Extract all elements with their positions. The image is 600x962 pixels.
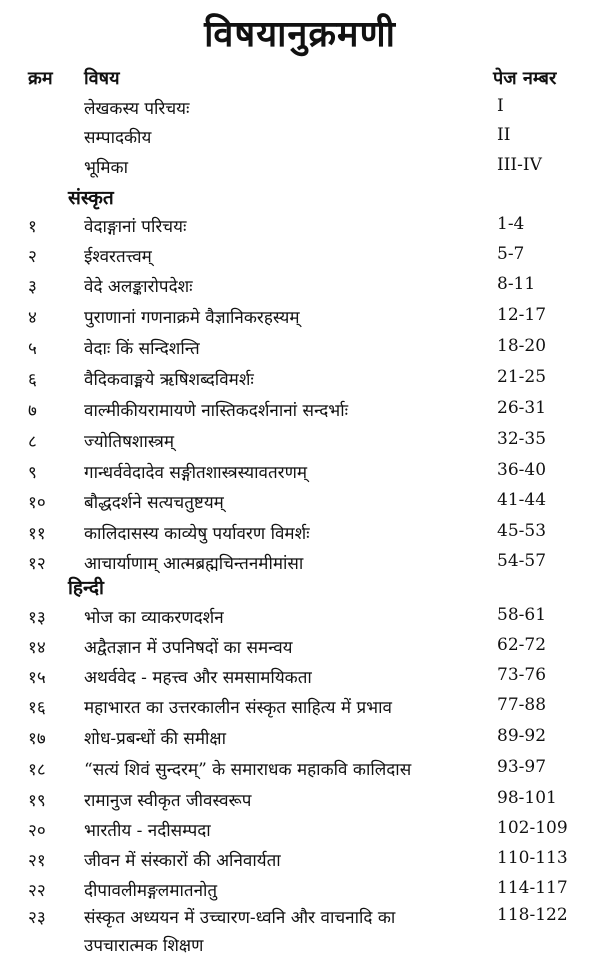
entry-subject-continued: उपचारात्मक शिक्षण (84, 936, 204, 956)
toc-row (0, 788, 600, 818)
header-number: क्रम (28, 68, 53, 89)
entry-page: 5-7 (497, 244, 525, 264)
toc-row (0, 367, 600, 397)
entry-page: 89-92 (497, 726, 547, 746)
entry-number: २२ (28, 881, 46, 901)
entry-subject: बौद्धदर्शने सत्यचतुष्टयम् (84, 493, 224, 513)
entry-page: 58-61 (497, 605, 547, 625)
entry-number: १४ (28, 638, 46, 658)
entry-number: १६ (28, 698, 46, 718)
toc-row (0, 726, 600, 756)
entry-page: 12-17 (497, 305, 547, 325)
entry-number: २ (28, 247, 37, 267)
toc-row (0, 635, 600, 665)
toc-row (0, 429, 600, 459)
front-matter-row (0, 125, 600, 155)
section-heading: हिन्दी (68, 577, 104, 599)
entry-page: 41-44 (497, 490, 547, 510)
entry-subject: सम्पादकीय (84, 128, 152, 148)
entry-subject: शोध-प्रबन्धों की समीक्षा (84, 729, 227, 749)
toc-row (0, 214, 600, 244)
entry-subject: वेदाङ्गानां परिचयः (84, 217, 187, 237)
entry-page: 118-122 (497, 905, 568, 925)
entry-subject: ज्योतिषशास्त्रम् (84, 432, 175, 452)
entry-subject: अद्वैतज्ञान में उपनिषदों का समन्वय (84, 638, 293, 658)
entry-subject: दीपावलीमङ्गलमातनोतु (84, 881, 218, 901)
entry-subject: जीवन में संस्कारों की अनिवार्यता (84, 851, 281, 871)
entry-number: १९ (28, 791, 46, 811)
entry-page: 45-53 (497, 521, 547, 541)
toc-row (0, 460, 600, 490)
entry-subject: वैदिकवाङ्मये ऋषिशब्दविमर्शः (84, 370, 254, 390)
entry-subject: गान्धर्ववेदादेव सङ्गीतशास्त्रस्यावतरणम् (84, 463, 308, 483)
entry-number: ५ (28, 339, 37, 359)
toc-row (0, 905, 600, 956)
entry-page: I (497, 96, 504, 116)
entry-page: 32-35 (497, 429, 547, 449)
entry-number: २१ (28, 851, 46, 871)
toc-row (0, 695, 600, 725)
entry-number: ६ (28, 370, 37, 390)
entry-page: II (497, 125, 511, 145)
toc-row (0, 878, 600, 908)
entry-page: 62-72 (497, 635, 547, 655)
entry-page: 73-76 (497, 665, 547, 685)
entry-number: ९ (28, 463, 37, 483)
entry-subject: भोज का व्याकरणदर्शन (84, 608, 224, 628)
entry-number: १७ (28, 729, 46, 749)
entry-subject: वेदे अलङ्कारोपदेशः (84, 277, 193, 297)
toc-row (0, 244, 600, 274)
header-subject: विषय (84, 68, 120, 89)
toc-row (0, 398, 600, 428)
entry-subject: महाभारत का उत्तरकालीन संस्कृत साहित्य में प्रभाव (84, 698, 392, 718)
entry-number: ८ (28, 432, 37, 452)
toc-row (0, 818, 600, 848)
entry-page: 114-117 (497, 878, 568, 898)
entry-page: 110-113 (497, 848, 568, 868)
entry-page: 98-101 (497, 788, 557, 808)
toc-row (0, 848, 600, 878)
entry-subject: भूमिका (84, 158, 128, 178)
entry-number: १८ (28, 760, 46, 780)
entry-number: १२ (28, 554, 46, 574)
entry-subject: कालिदासस्य काव्येषु पर्यावरण विमर्शः (84, 524, 310, 544)
entry-page: 18-20 (497, 336, 547, 356)
entry-subject: वेदाः किं सन्दिशन्ति (84, 339, 200, 359)
toc-row (0, 521, 600, 551)
entry-number: ११ (28, 524, 46, 544)
entry-number: १५ (28, 668, 46, 688)
front-matter-row (0, 96, 600, 126)
page-title: विषयानुक्रमणी (204, 13, 396, 55)
entry-subject: वाल्मीकीयरामायणे नास्तिकदर्शनानां सन्दर्भाः (84, 401, 349, 421)
front-matter-row (0, 155, 600, 185)
header-page: पेज नम्बर (493, 68, 557, 89)
entry-subject: रामानुज स्वीकृत जीवस्वरूप (84, 791, 252, 811)
entry-page: 1-4 (497, 214, 525, 234)
entry-page: 102-109 (497, 818, 568, 838)
entry-number: ४ (28, 308, 37, 328)
toc-row (0, 665, 600, 695)
entry-page: 36-40 (497, 460, 547, 480)
toc-row (0, 490, 600, 520)
entry-number: २० (28, 821, 46, 841)
entry-number: १३ (28, 608, 46, 628)
entry-number: ७ (28, 401, 37, 421)
entry-page: 77-88 (497, 695, 547, 715)
entry-subject: लेखकस्य परिचयः (84, 99, 190, 119)
toc-row (0, 605, 600, 635)
entry-subject: पुराणानां गणनाक्रमे वैज्ञानिकरहस्यम् (84, 308, 300, 328)
entry-subject: अथर्ववेद - महत्त्व और समसामयिकता (84, 668, 312, 688)
toc-row (0, 274, 600, 304)
entry-page: III-IV (497, 155, 542, 175)
toc-row (0, 757, 600, 787)
entry-subject: “सत्यं शिवं सुन्दरम्” के समाराधक महाकवि कालिदास (84, 760, 412, 780)
entry-number: १० (28, 493, 46, 513)
toc-row (0, 305, 600, 335)
entry-subject: ईश्वरतत्त्वम् (84, 247, 152, 267)
entry-number: ३ (28, 277, 37, 297)
entry-subject: आचार्याणाम् आत्मब्रह्मचिन्तनमीमांसा (84, 554, 304, 574)
entry-page: 93-97 (497, 757, 547, 777)
toc-row (0, 336, 600, 366)
entry-page: 26-31 (497, 398, 547, 418)
entry-page: 54-57 (497, 551, 547, 571)
entry-subject: भारतीय - नदीसम्पदा (84, 821, 211, 841)
entry-subject: संस्कृत अध्ययन में उच्चारण-ध्वनि और वाचनादि का (84, 908, 396, 928)
section-heading: संस्कृत (68, 187, 114, 209)
entry-page: 21-25 (497, 367, 547, 387)
entry-page: 8-11 (497, 274, 536, 294)
entry-number: २३ (28, 908, 46, 928)
entry-number: १ (28, 217, 37, 237)
